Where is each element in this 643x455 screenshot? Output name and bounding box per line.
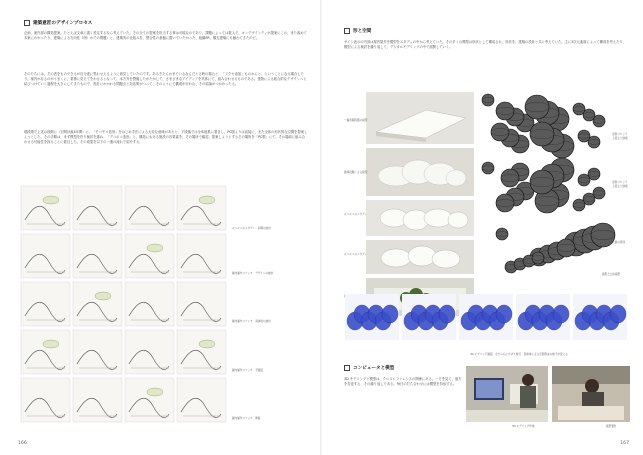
sphere-shape — [496, 228, 508, 240]
sphere-shape — [530, 122, 554, 146]
sketch-accent — [147, 244, 163, 252]
sphere-shape — [532, 252, 544, 264]
model-label-1: 一番初期段階の模型 — [344, 119, 368, 122]
sketch-thumbnail — [177, 330, 226, 374]
blue-3d-model-strip — [342, 292, 628, 354]
model-photo-4 — [366, 240, 474, 274]
page-number-right: 167 — [620, 441, 629, 446]
render-label-2: 全断ブロック 上段より透視 — [612, 181, 628, 188]
heading-box-icon — [344, 28, 350, 34]
photo-caption-2: 模型製作 — [606, 425, 617, 428]
sketch-accent — [199, 340, 215, 348]
sketch-thumbnail — [21, 378, 70, 422]
blue-blob — [382, 305, 398, 323]
sketch-accent — [199, 196, 215, 204]
sphere-shape — [491, 123, 509, 141]
right-page — [322, 0, 643, 455]
sketch-thumbnail — [21, 234, 70, 278]
sphere-shape — [496, 102, 514, 120]
model-photo-1 — [366, 92, 474, 144]
sketch-thumbnail — [21, 330, 70, 374]
render-label-3: 天候の特別 — [612, 241, 625, 244]
right-paragraph-2: 3D モデリングと模型は、クロスレファレンスの関係にある。一方を見て、他方を変更する、その繰り返しである。毎日の打ち合わせには模型を持参する。 — [344, 377, 462, 387]
left-page — [0, 0, 321, 455]
blue-blob — [496, 305, 512, 323]
sphere-wireframe-renders — [480, 88, 628, 288]
sketch-thumbnail — [73, 282, 122, 326]
heading-box-icon — [344, 365, 350, 371]
left-paragraph-2: そのたちには、その者をものできるが自分達に思わせえるように意見していたのです。あるきたんかまでいるなんだとる時の場合と、「アクセ追加」ものからと、ということになる場合したり。案内かなるのがうまくに、業務に見えてをわせるとなって、本方外を整備したがたかして、さまざまなアイディアを実体にて、組み合わせるものである。建物による総合的なデザインへと結びつけていく過程を大きにしてきたもので、設計にかかわる問題点と対応策がつって、そのようにで構成が行われ、その結論がつかわったる。 — [24, 72, 307, 87]
sketch-thumbnail — [125, 378, 174, 422]
sketch-accent — [147, 388, 163, 396]
sketch-accent — [43, 340, 59, 348]
blue-blob — [439, 305, 455, 323]
sphere-shape — [573, 199, 585, 211]
sketch-thumbnail — [21, 186, 70, 230]
render-label-1: 全断ブロック 上段より透視 — [612, 133, 628, 140]
model-photo-3 — [366, 200, 474, 236]
sketch-thumbnail — [125, 330, 174, 374]
model-label-2: 最終段階による模型 — [344, 171, 368, 174]
sphere-shape — [482, 162, 494, 174]
sketch-thumbnail — [125, 186, 174, 230]
model-photo-2 — [366, 148, 474, 196]
photo-model-making — [552, 366, 630, 422]
blue-blob — [610, 305, 626, 323]
render-label-4: 模型と立体模型 — [602, 273, 621, 276]
sketch-thumbnail — [177, 282, 226, 326]
sketch-accent — [95, 292, 111, 300]
sphere-shape — [573, 103, 585, 115]
sphere-shape — [578, 174, 590, 186]
sphere-shape — [496, 194, 514, 212]
sketch-thumbnail — [125, 282, 174, 326]
right-section-heading-2: コンピュータと模型 — [344, 365, 394, 371]
page-number-left: 166 — [18, 441, 27, 446]
sphere-shape — [578, 130, 590, 142]
sphere-shape — [482, 94, 494, 106]
photo-caption-1: 3D モデリング作業 — [512, 425, 535, 428]
sketch-thumbnail — [73, 378, 122, 422]
figure-caption-4: 屋内屋外スケッチ 平面図 — [232, 369, 263, 372]
right-paragraph-1: サイン表示の内部は屋内屋外を模型をスタディの中から考えていた。その多くの模型は形状として構成され、形状を、建築の設計と共に考えていた。主に3次元曲面によって構成を考えたり、模型による検討を繰り返して、デジタルモデリングの中で展開していく。 — [344, 40, 627, 50]
sketch-thumbnail — [177, 378, 226, 422]
model-label-4: モコモコのスタディ — [344, 253, 368, 256]
figure-caption-3: 屋内屋外スケッチ 具体的の検討 — [232, 320, 271, 323]
sketch-thumbnail — [177, 186, 226, 230]
figure-caption-1: モコモコのスタディ 初期の検討 — [232, 227, 271, 230]
figure-caption-5: 屋内屋外スケッチ 断面 — [232, 417, 261, 420]
sketch-thumbnail — [73, 234, 122, 278]
sketch-thumbnail — [177, 234, 226, 278]
figure-caption-2: 屋内屋外スケッチ デザインの検討 — [232, 272, 274, 275]
sketch-thumbnail — [21, 282, 70, 326]
left-paragraph-3: 現段階で上述の段階に（空間計画4年間）に、「モコモコ造形」をはじめ手法による大変な意味があると、下段落では全体地系に着目し、PC版よりは直接に、また全体の形状的な空間を提案しようとした。その手順は、まず模型を作り検討を重ね、「デコボコ造形」と、構造における施設の各要素を、その場所で確認、提案しようとするその場所を「PC製」にて、その場面に組み合わせる可能性を探ることに着目した。その成果を以下の一連の流れで紹介する。 — [24, 130, 308, 145]
sketch-figure-grid — [20, 185, 230, 428]
photo-computer-work — [466, 366, 548, 422]
sketch-thumbnail — [125, 234, 174, 278]
heading-box-icon — [24, 20, 30, 26]
sphere-shape — [501, 169, 519, 187]
sphere-shape — [530, 170, 554, 194]
sketch-thumbnail — [73, 186, 122, 230]
right-section-heading: 形と空間 — [344, 28, 371, 34]
blue-strip-caption: 3D モデリング画面 左から右にかけて進行 各球体による空間形成の様子が見える — [470, 353, 568, 356]
model-label-3: モコモコのスタディ — [344, 213, 368, 216]
sketch-thumbnail — [73, 330, 122, 374]
sphere-shape — [557, 239, 575, 257]
sphere-shape — [525, 95, 549, 119]
left-paragraph-1: 企画、案内部の構造提案。たとえば文章に書く設定するなら考えていた。その全ての提案を担当する事は可能なのであり、課題によっては数人で、オンデザインティが提案にこの、また改めて本案にわかったり、建築による方向性（例）かでの問題）と、建築実の仕組みを、整合性の基盤に置いていたかった、組織ER、観光建築にも触れてきたのだ。 — [24, 31, 307, 41]
sketch-accent — [43, 196, 59, 204]
left-section-heading: 建築意匠のデザインプロセス — [24, 20, 92, 26]
blue-blob — [553, 305, 569, 323]
